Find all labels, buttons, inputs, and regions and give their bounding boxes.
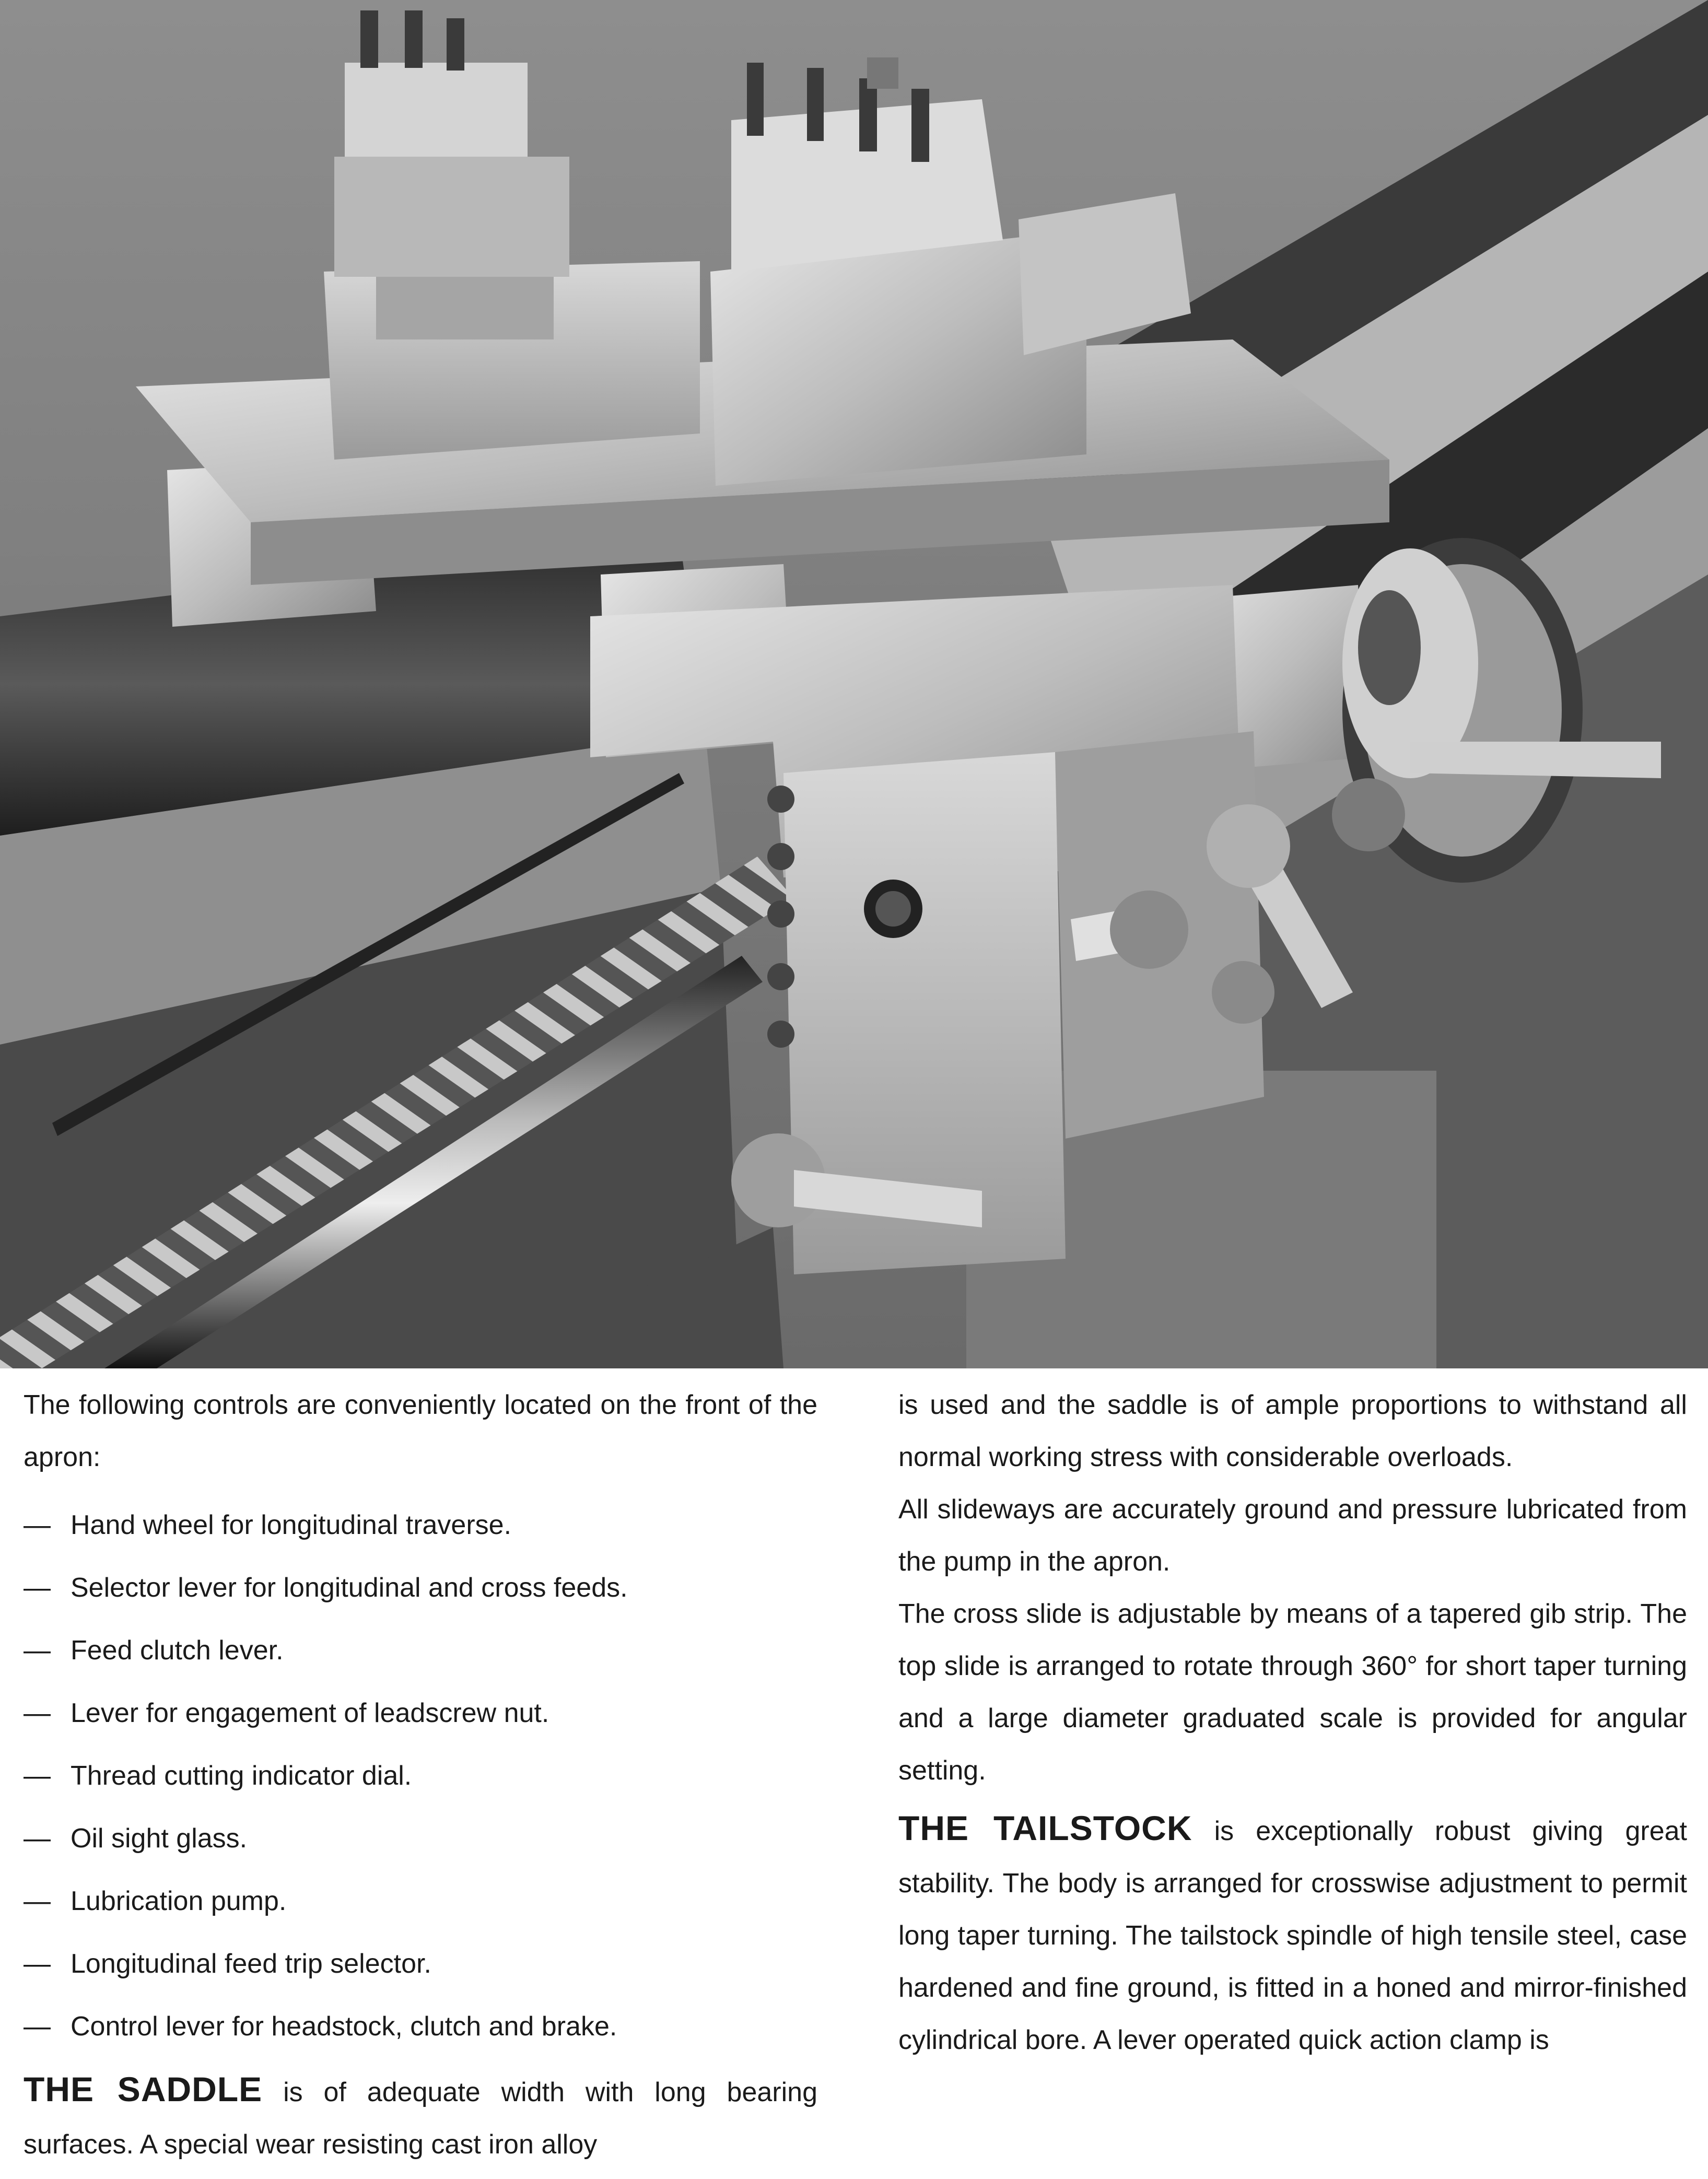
list-item: — Oil sight glass. bbox=[24, 1823, 248, 1854]
controls-list bbox=[24, 1494, 817, 2058]
list-item: — Lever for engagement of leadscrew nut. bbox=[24, 1698, 549, 1728]
slideways-paragraph: All slideways are accurately ground and pressure lubricated from the pump in the apron. bbox=[898, 1494, 1687, 1577]
list-item: — Hand wheel for longitudinal traverse. bbox=[24, 1510, 512, 1540]
left-text-column bbox=[24, 1379, 817, 2173]
right-text-column bbox=[898, 1379, 1687, 2173]
tailstock-text: is exceptionally robust giving great stability. The body is arranged for crosswise adjustment to permit long taper turning. The tailstock spindle of high tensile steel, case hardened and fine ground, is fitted in a honed and mirror-finished cylindrical bore. A lever operated quick action clamp is bbox=[898, 1816, 1687, 2055]
cross-slide-paragraph: The cross slide is adjustable by means of a tapered gib strip. The top slide is arranged to rotate through 360° for short taper turning and a large diameter graduated scale is provided for angular setting. bbox=[898, 1599, 1687, 1786]
list-item: — Lubrication pump. bbox=[24, 1886, 287, 1916]
list-item: — Selector lever for longitudinal and cross feeds. bbox=[24, 1573, 628, 1603]
apron-intro: The following controls are conveniently located on the front of the apron: bbox=[24, 1390, 817, 1472]
list-item: — Feed clutch lever. bbox=[24, 1635, 284, 1666]
saddle-text: is of adequate width with long bearing surfaces. A special wear resisting cast iron alloy bbox=[24, 2077, 817, 2160]
list-item: — Thread cutting indicator dial. bbox=[24, 1761, 412, 1791]
list-item: — Longitudinal feed trip selector. bbox=[24, 1949, 431, 1979]
saddle-paragraph bbox=[24, 2063, 817, 2171]
list-item: — Control lever for headstock, clutch and brake. bbox=[24, 2011, 617, 2042]
tailstock-heading: THE TAILSTOCK bbox=[898, 1809, 1192, 1847]
tailstock-paragraph bbox=[898, 1802, 1687, 2066]
saddle-heading: THE SADDLE bbox=[24, 2070, 263, 2108]
saddle-continuation: is used and the saddle is of ample proportions to withstand all normal working stress with considerable overloads. bbox=[898, 1390, 1687, 1472]
